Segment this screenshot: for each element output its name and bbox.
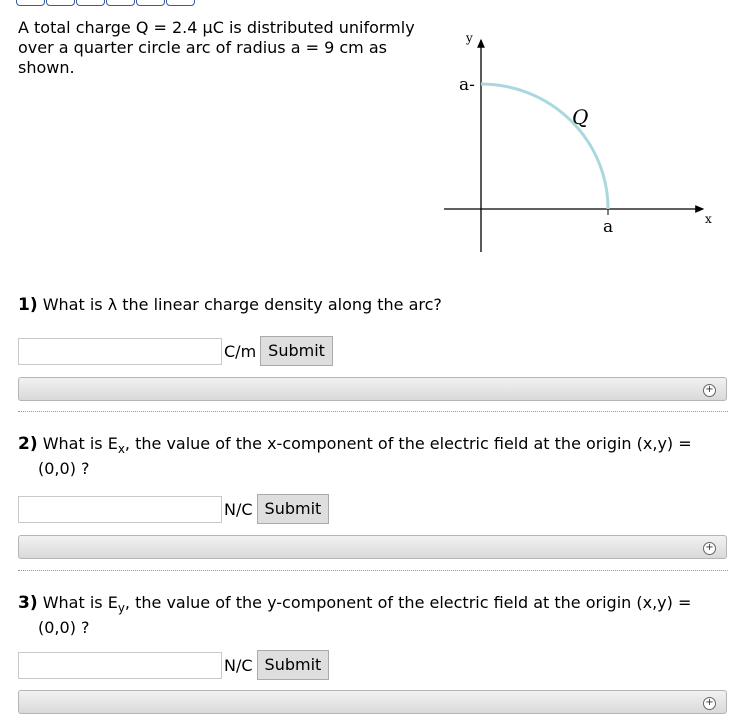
- divider-1: [18, 411, 728, 412]
- a-label-x: a: [603, 217, 614, 237]
- question-2-text-post: , the value of the x-component of the electric field at the origin (x,y) =: [124, 434, 692, 453]
- question-1-text: What is λ the linear charge density along the arc?: [42, 295, 442, 314]
- submit-button-3[interactable]: Submit: [257, 650, 330, 680]
- top-tab-strip: [16, 0, 196, 6]
- top-tab-5[interactable]: [136, 0, 165, 6]
- top-tab-3[interactable]: [76, 0, 105, 6]
- unit-label-2: N/C: [224, 499, 253, 519]
- top-tab-6[interactable]: [166, 0, 195, 6]
- question-3-text-post: , the value of the y-component of the electric field at the origin (x,y) =: [124, 593, 692, 612]
- problem-line-2: over a quarter circle arc of radius a = 9 cm as: [18, 38, 387, 57]
- answer-row-1: [18, 335, 333, 367]
- problem-line-3: shown.: [18, 58, 75, 77]
- question-1-number: 1): [18, 295, 38, 315]
- charged-arc: [481, 84, 608, 209]
- hint-bar-2[interactable]: [18, 535, 727, 559]
- question-2-number: 2): [18, 434, 38, 454]
- charge-label: Q: [572, 105, 589, 129]
- submit-button-2[interactable]: Submit: [257, 494, 330, 524]
- answer-input-3[interactable]: [18, 652, 222, 679]
- problem-statement: [18, 18, 438, 78]
- problem-line-1: A total charge Q = 2.4 μC is distributed uniformly: [18, 18, 415, 37]
- x-axis-label: x: [705, 212, 712, 226]
- plus-circle-icon[interactable]: +: [703, 384, 716, 397]
- quarter-arc-figure: [440, 24, 730, 264]
- question-3-subscript: y: [117, 601, 125, 616]
- question-2-text-cont: (0,0) ?: [38, 459, 90, 479]
- top-tab-2[interactable]: [46, 0, 75, 6]
- plus-circle-icon[interactable]: +: [703, 697, 716, 710]
- top-tab-1[interactable]: [16, 0, 45, 6]
- y-axis-label: y: [466, 31, 473, 45]
- answer-row-2: [18, 493, 329, 525]
- a-label-y: a-: [459, 75, 475, 95]
- hint-bar-1[interactable]: [18, 377, 727, 401]
- top-tab-4[interactable]: [106, 0, 135, 6]
- question-2-text-pre: What is E: [42, 434, 118, 453]
- hint-bar-3[interactable]: [18, 690, 727, 714]
- question-3: [18, 593, 718, 638]
- question-3-text-pre: What is E: [42, 593, 118, 612]
- question-1: [18, 295, 718, 315]
- plus-circle-icon[interactable]: +: [703, 542, 716, 555]
- answer-row-3: [18, 649, 329, 681]
- question-2: [18, 434, 718, 479]
- unit-label-3: N/C: [224, 655, 253, 675]
- answer-input-1[interactable]: [18, 338, 222, 365]
- question-2-subscript: x: [117, 442, 125, 457]
- divider-2: [18, 570, 728, 571]
- submit-button-1[interactable]: Submit: [260, 336, 333, 366]
- question-3-number: 3): [18, 593, 38, 613]
- unit-label-1: C/m: [224, 341, 257, 361]
- answer-input-2[interactable]: [18, 496, 222, 523]
- question-3-text-cont: (0,0) ?: [38, 618, 90, 638]
